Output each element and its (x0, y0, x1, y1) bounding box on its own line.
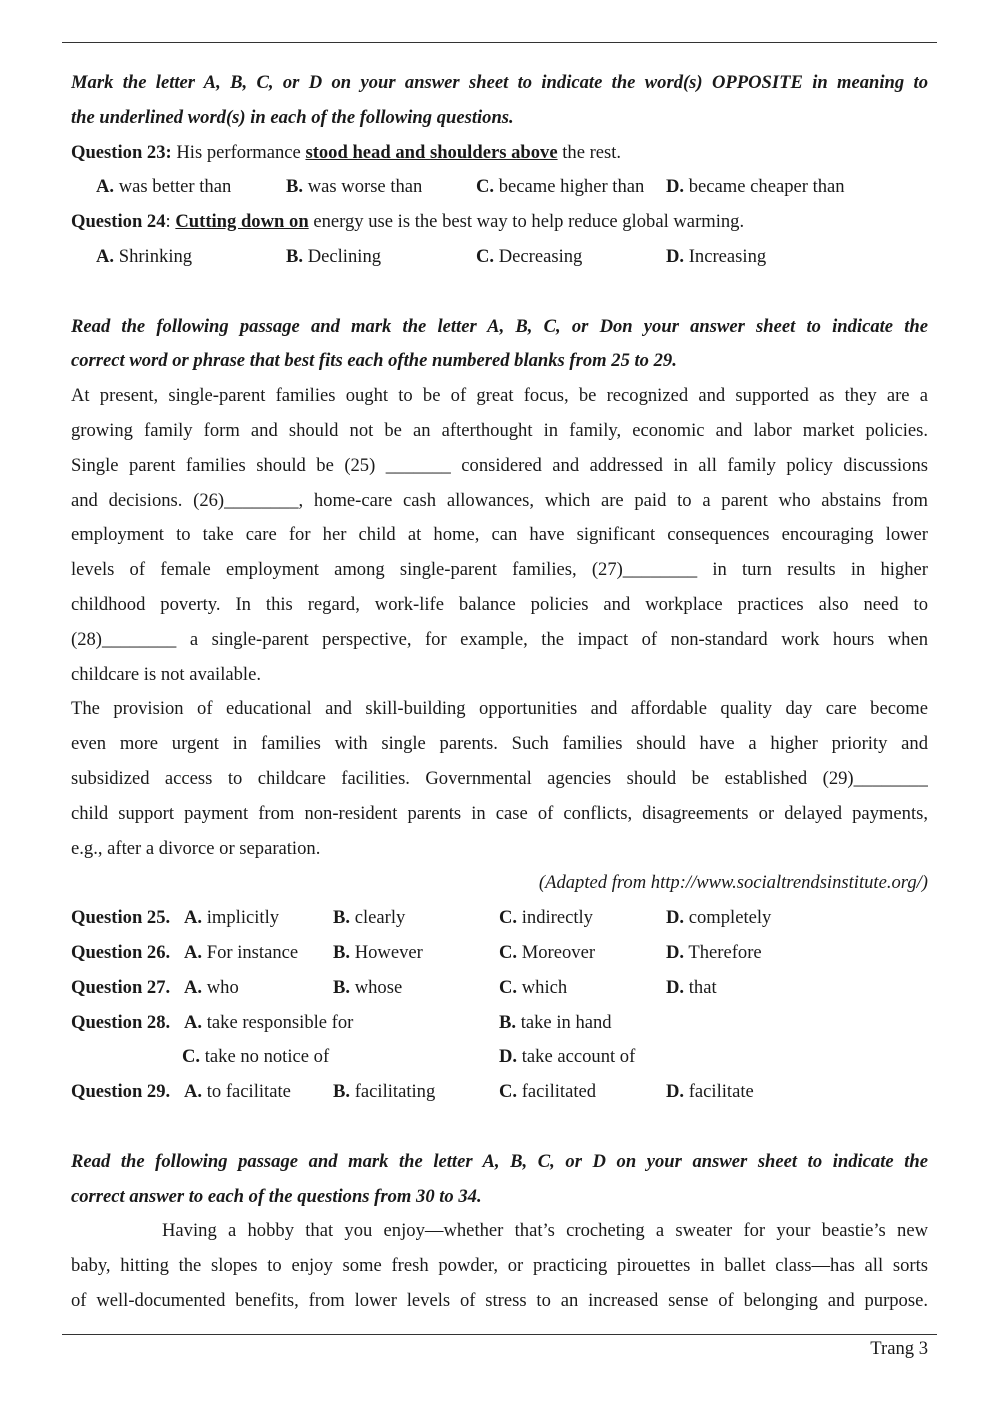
passage-paragraph-2 (71, 692, 928, 866)
passage-line: childcare is not available. (71, 663, 261, 685)
q24-option-c[interactable]: C. Decreasing (476, 245, 583, 267)
q23-option-b[interactable]: B. was worse than (286, 176, 423, 198)
q29-option-c[interactable]: C. facilitated (499, 1081, 597, 1103)
question-23-stem (71, 136, 928, 171)
q25-option-b[interactable]: B. clearly (333, 907, 406, 929)
question-29 (71, 1075, 928, 1110)
q28-option-b[interactable]: B. take in hand (499, 1011, 612, 1033)
passage-paragraph-1 (71, 379, 928, 692)
header-rule (62, 42, 937, 43)
section1-instruction-line2: the underlined word(s) in each of the following questions. (71, 106, 514, 128)
question-24-underlined: Cutting down on (175, 211, 309, 233)
q24-option-d[interactable]: D. Increasing (666, 245, 767, 267)
question-27 (71, 971, 928, 1006)
q26-option-c[interactable]: C. Moreover (499, 941, 596, 963)
question-26-label: Question 26. (71, 941, 171, 963)
passage-line: and decisions. (26)________, home-care cash allowances, which are paid to a parent who abstains from (71, 489, 928, 511)
q25-option-c[interactable]: C. indirectly (499, 907, 593, 929)
passage-paragraph-3 (71, 1214, 928, 1318)
passage-line: (28)________ a single-parent perspective, for example, the impact of non-standard work hours when (71, 628, 928, 650)
passage-line: Having a hobby that you enjoy—whether that’s crocheting a sweater for your beastie’s new (162, 1220, 928, 1242)
q26-option-a[interactable]: A. For instance (184, 941, 299, 963)
question-24-options (71, 240, 928, 275)
passage-line: baby, hitting the slopes to enjoy some fresh powder, or practicing pirouettes in ballet class—has all sorts (71, 1255, 928, 1277)
section2-instruction-line2: correct word or phrase that best fits each ofthe numbered blanks from 25 to 29. (71, 350, 677, 372)
q23-option-a[interactable]: A. was better than (96, 176, 232, 198)
question-24-sep: : (165, 211, 176, 233)
passage-line: child support payment from non-resident parents in case of conflicts, disagreements or delayed payments, (71, 802, 928, 824)
q23-option-c[interactable]: C. became higher than (476, 176, 645, 198)
question-28-row2 (71, 1040, 928, 1075)
question-26 (71, 936, 928, 971)
question-29-label: Question 29. (71, 1081, 171, 1103)
q27-option-d[interactable]: D. that (666, 976, 717, 998)
spacer (71, 275, 928, 310)
passage-line: e.g., after a divorce or separation. (71, 837, 321, 859)
q25-option-a[interactable]: A. implicitly (184, 907, 280, 929)
page-number: Trang 3 (870, 1338, 928, 1359)
q27-option-a[interactable]: A. who (184, 976, 239, 998)
q28-option-a[interactable]: A. take responsible for (184, 1011, 354, 1033)
question-27-label: Question 27. (71, 976, 171, 998)
question-24-post: energy use is the best way to help reduce global warming. (308, 211, 745, 233)
question-23-pre: His performance (171, 141, 306, 163)
passage-line: even more urgent in families with single parents. Such families should have a higher priority and (71, 733, 928, 755)
passage-source: (Adapted from http://www.socialtrendsinstitute.org/) (538, 872, 928, 894)
question-24-stem (71, 205, 928, 240)
passage-line: subsidized access to childcare facilities. Governmental agencies should be established (29)________ (71, 767, 928, 789)
q29-option-b[interactable]: B. facilitating (333, 1081, 436, 1103)
q26-option-b[interactable]: B. However (333, 941, 423, 963)
spacer (71, 1110, 928, 1145)
passage-line: childhood poverty. In this regard, work-life balance policies and workplace practices also need to (71, 593, 928, 615)
passage-line: of well-documented benefits, from lower levels of stress to an increased sense of belonging and purpose. (71, 1289, 928, 1311)
question-23-options (71, 170, 928, 205)
passage-line: employment to take care for her child at home, can have significant consequences encouraging lower (71, 524, 928, 546)
section1-instruction-line1: Mark the letter A, B, C, or D on your answer sheet to indicate the word(s) OPPOSITE in meaning to (71, 72, 928, 93)
question-23-post: the rest. (557, 141, 622, 163)
question-23-underlined: stood head and shoulders above (305, 141, 558, 163)
question-28-row1 (71, 1006, 928, 1041)
passage-line: At present, single-parent families ought to be of great focus, be recognized and supported as they are a (71, 385, 928, 407)
q29-option-a[interactable]: A. to facilitate (184, 1081, 291, 1103)
q28-option-c[interactable]: C. take no notice of (182, 1046, 330, 1068)
q27-option-b[interactable]: B. whose (333, 976, 403, 998)
passage-line: growing family form and should not be an afterthought in family, economic and labor market policies. (71, 419, 928, 441)
question-28-label: Question 28. (71, 1011, 171, 1033)
question-23-label: Question 23: (71, 141, 172, 163)
q25-option-d[interactable]: D. completely (666, 907, 772, 929)
q24-option-a[interactable]: A. Shrinking (96, 245, 193, 267)
section3-instruction-line2: correct answer to each of the questions from 30 to 34. (71, 1185, 482, 1207)
section2-instruction-line1: Read the following passage and mark the letter A, B, C, or Don your answer sheet to indicate the (71, 315, 928, 337)
q28-option-d[interactable]: D. take account of (499, 1046, 636, 1068)
question-25-label: Question 25. (71, 907, 171, 929)
q23-option-d[interactable]: D. became cheaper than (666, 176, 845, 198)
passage-line: Single parent families should be (25) _______ considered and addressed in all family policy discussions (71, 454, 928, 476)
q24-option-b[interactable]: B. Declining (286, 245, 382, 267)
question-25 (71, 901, 928, 936)
q27-option-c[interactable]: C. which (499, 976, 568, 998)
section3-instruction-line1: Read the following passage and mark the letter A, B, C, or D on your answer sheet to indicate the (71, 1150, 928, 1172)
q29-option-d[interactable]: D. facilitate (666, 1081, 754, 1103)
footer-rule (62, 1334, 937, 1335)
passage-line: levels of female employment among single-parent families, (27)________ in turn results in higher (71, 559, 928, 581)
passage-line: The provision of educational and skill-building opportunities and affordable quality day care become (71, 698, 928, 720)
q26-option-d[interactable]: D. Therefore (666, 941, 762, 963)
question-24-label: Question 24 (71, 211, 166, 233)
document-body (71, 66, 928, 1319)
